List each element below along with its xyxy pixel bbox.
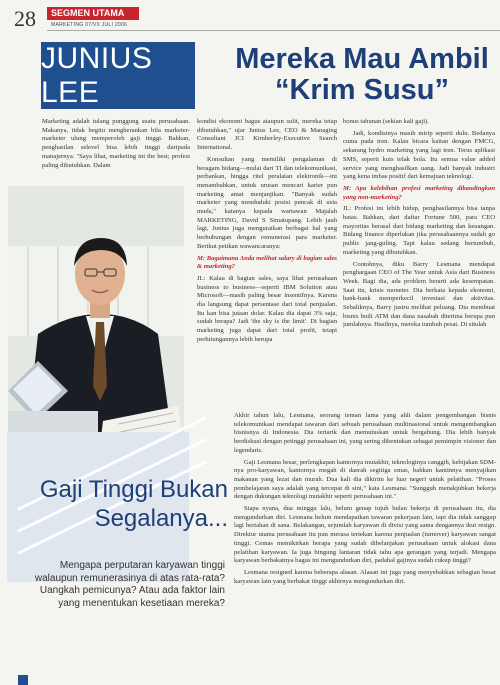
issue-line: MARKETING 07/VII JULI 2006 bbox=[51, 22, 128, 28]
section-label: SEGMEN UTAMA bbox=[47, 7, 139, 20]
portrait-photo bbox=[8, 186, 184, 446]
footer-marker bbox=[18, 675, 28, 685]
portrait-illustration bbox=[8, 186, 184, 446]
col3-answer: JL: Profesi ini lebih hidup, penghasilannya bisa tanpa batas. Bahkan, dari daftar Fortune 500, para CEO mayoritas berasal dari bidang marketing dan keuangan. Bidang finance diperlukan jika perusahaannya sudah go public jang-guling. Tapi kalau sedang bertumbuh, marketing yang dibutuhkan. bbox=[343, 205, 495, 256]
col3-para-2: Jadi, kondisinya masih mirip seperti dulu. Bedanya cuma pada tren. Kalau bicara kaitan dengan FMCG, sekarang hydro marketing yang lagi tren. Terus aplikasi SMS, seperti kuis telak bola. Itu semua value added service yang menghasilkan uang. Jadi banyak industri yang kena imbas positif dari kemajuan teknologi. bbox=[343, 129, 495, 181]
col2-question: M: Bagaimana Anda melihat salary di bagian sales & marketing? bbox=[197, 254, 337, 271]
name-tag: JUNIUS LEE bbox=[41, 42, 195, 109]
column-3 bbox=[343, 118, 495, 398]
lead-column bbox=[42, 118, 190, 182]
deck-text: Mengapa perputaran karyawan tinggi walaupun remunerasinya di atas rata-rata? Uangkah pemicunya? Atau ada faktor lain yang menentukan kesetiaan mereka? bbox=[34, 560, 225, 609]
col2-answer: JL: Kalau di bagian sales, saya lihat perusahaan business to business—seperti IBM Solution atau Microsoft—masih paling besar insentifnya. Karena dia langsung dapat persentase dari total penjualan. Itu kan bisa jutaan dolar. Kalau dia dapat 3% saja, sudah berapa? Jadi 'the sky is the limit'. Di bagian marketing juga dapat dari total profit, tetapi perhitungannya lebih berupa bbox=[197, 274, 337, 343]
second-para-4: Lesmana resigned karena beberapa alasan. Alasan ini juga yang menyebabkan sebagian besar karyawan lain yang berbakat tinggi akhirnya mengundurkan diri. bbox=[234, 568, 496, 585]
column-2 bbox=[197, 118, 337, 398]
header-rule bbox=[47, 30, 500, 31]
col3-tail: Contohnya, diku Barry Lesmana mendapat penghargaan CEO of The Year untuk Asia dari Business Week. Bagi dia, ada problem berarti ada kesempatan. Saat itu, krisis moneter. Dia berkata kepada ekonomi, bank-bank memperkecil investasi dan aktivitas. Sebaliknya, Barry justru melihat peluang. Dia membuat bisnis built ATM dan dana nasabah diterima berupa pun jumlahnya. Hasilnya, mereka tumbuh pesat. Di situlah bbox=[343, 260, 495, 329]
lead-paragraph: Marketing adalah tulang punggung suatu perusahaan. Makanya, tidak begitu mengherankan bila marketer-marketer ulung memperoleh gaji tinggi. Bahkan, penghasilan selevel bisa lebih tinggi daripada manajernya. "Saya lihat, marketing ini the best; profesi paling dibutuhkan. Dalam bbox=[42, 118, 190, 169]
col2-para-2: Konsultan yang memiliki pengalaman di beragam bidang—mulai dari TI dan telekomunikasi, perbankan, hingga ritel peralatan elektronik—ini menambahkan, untuk urusan mencari karier pun marketing amat menjanjikan. "Banyak sudah marketer yang menduduki posisi puncak di usia muda," katanya kepada wartawan Majalah MARKETING, David S Simatupang. Lebih jauh lagi, Junius juga menguraikan berbagai hal yang berhubungan dengan remunerasi para marketer. Berikut petikan wawancaranya: bbox=[197, 155, 337, 250]
headline: Mereka Mau Ambil “Krim Susu” bbox=[235, 43, 489, 106]
col3-question: M: Apa kelebihan profesi marketing dibandingkan yang non-marketing? bbox=[343, 184, 495, 201]
col2-para-1: kondisi ekonomi bagus ataupun sulit, mereka tetap dibutuhkan," ujar Junius Lee, CEO & Managing Consultant JCI Kimberley-Executive Search International. bbox=[197, 118, 337, 152]
page-number: 28 bbox=[14, 6, 36, 31]
second-section bbox=[234, 412, 496, 680]
second-para-1: Akhir tahun lalu, Lesmana, seorang teman lama yang ahli dalam pengembangan bisnis telekomunikasi mendapat tawaran dari sebuah perusahaan multinasional untuk mengembangkan bisnisnya di Indonesia. Dia tertarik dan memutuskan untuk bergabung. Dia lebih banyak berdiskusi dengan petinggi perusahaan ini, yang sering dibentukan sebagai pemimpin visioner dan legendaris. bbox=[234, 412, 496, 454]
second-para-3: Siapa nyana, dua minggu lalu, belum genap tujuh bulan bekerja di perusahaan itu, dia mengundurkan diri. Lesmana belum mendapatkan tawaran pekerjaan lain, tapi dia tidak sanggup lagi bertahan di sana. Belakangan, sejumlah karyawan di divisi yang sama dengannya ikut resign. Direktur utama perusahaan itu pun merasa tertekan karena penjualan (turnover) karyawan sangat tinggi. Cemas memikirkan berapa yang sudah dibelanjakan perusahaan untuk alokasi dana pelatihan karyawan. Ia juga bingung lantaran tidak tahu apa gerangan yang terjadi. Mengapa karyawan berbakatnya bagus ini mengundurkan diri, padahal gajinya sudah cukup tinggi? bbox=[234, 505, 496, 565]
col3-para-1: bonus tahunan (sekian kali gaji). bbox=[343, 118, 429, 125]
subheadline: Gaji Tinggi Bukan Segalanya... bbox=[39, 476, 228, 532]
second-para-2: Gaji Lesmana besar, perlengkapan kantornya mutakhir, teknologinya canggih, kebijakan SDM-nya pro-karyawan, kantornya megah di daerah segitiga emas, bahkan kantinnya menyajikan makanan yang lezat dan murah. Dua kali dia dikirim ke luar negeri untuk pelatihan. "Proses pembelajaran saya adalah yang tercepat di sini," kata Lesmana. "Sungguh menakjubkan bekerja dengan dukungan teknologi mutakhir seperti perusahaan ini." bbox=[234, 458, 496, 501]
